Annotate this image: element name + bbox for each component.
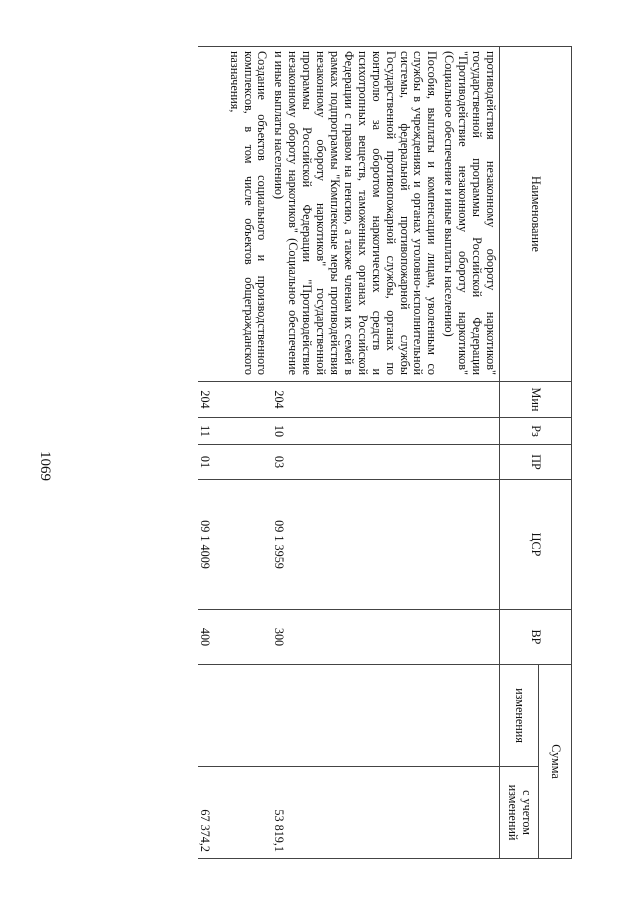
budget-table [198,46,572,859]
row-name: Создание объектов социального и производственного комплексов, в том числе объектов общегражданского назначения, [198,47,272,382]
row-vr: 300 [272,610,442,665]
row-total: 53 819,1 [272,767,442,859]
header-rz: Рз [500,418,572,445]
header-vr: ВР [500,610,572,665]
row-csr [441,480,499,610]
row-rz: 11 [198,418,272,445]
row-vr [441,610,499,665]
row-name: противодействия незаконному обороту наркотиков" государственной программы Российской Федерации "Противодействие незаконному обороту наркотиков" (Социальное обеспечение и иные выплаты населению) [441,47,499,382]
row-min: 204 [198,382,272,418]
table-header [500,47,572,859]
header-pr: ПР [500,445,572,480]
row-vr: 400 [198,610,272,665]
row-pr [441,445,499,480]
row-name: Пособия, выплаты и компенсации лицам, уволенным со службы в учреждениях и органах уголовно-исполнительной системы, федеральной противопожарной службы Государственной противопожарной службы, органах по контролю за оборотом наркотических средств и психотропных веществ, таможенных органах Российской Федерации с правом на пенсию, а также членам их семей в рамках подпрограммы "Комплексные меры противодействия незаконному обороту наркотиков" государственной программы Российской Федерации "Противодействие незаконному обороту наркотиков" (Социальное обеспечение и иные выплаты населению) [272,47,442,382]
table-row [198,47,272,859]
row-min: 204 [272,382,442,418]
table-row [272,47,442,859]
row-rz [441,418,499,445]
header-sum-total: с учетом изменений [500,767,539,859]
row-total: 67 374,2 [198,767,272,859]
row-rz: 10 [272,418,442,445]
header-min: Мин [500,382,572,418]
row-pr: 01 [198,445,272,480]
header-sum: Сумма [539,665,572,859]
header-sum-change: изменения [500,665,539,767]
row-min [441,382,499,418]
row-change [272,665,442,767]
header-name: Наименование [500,47,572,382]
header-csr: ЦСР [500,480,572,610]
row-pr: 03 [272,445,442,480]
row-change [441,665,499,767]
row-csr: 09 1 4009 [198,480,272,610]
row-change [198,665,272,767]
row-csr: 09 1 3959 [272,480,442,610]
page-number: 1069 [37,451,53,481]
row-total [441,767,499,859]
table-row [441,47,499,859]
